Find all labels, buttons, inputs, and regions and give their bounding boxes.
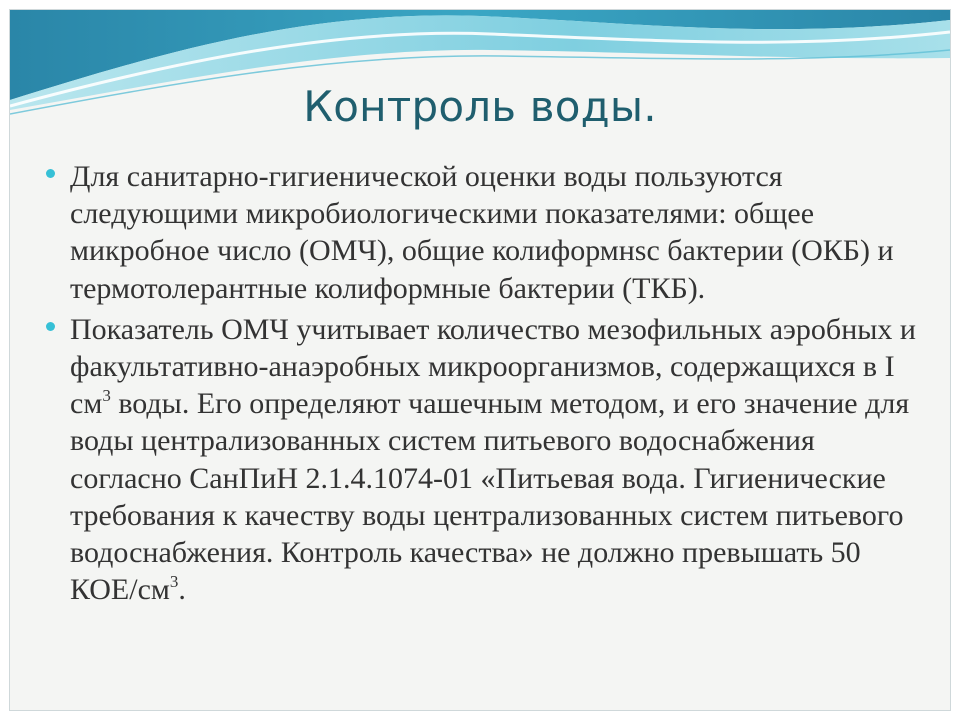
bullet-list <box>46 158 916 608</box>
superscript: 3 <box>102 386 111 406</box>
bullet-text-part: Показатель ОМЧ учитывает количество мезофильных аэробных и факультативно-анаэробных микроорганизмов, содержащихся в I см <box>70 312 916 421</box>
bullet-item-2 <box>46 311 916 609</box>
bullet-text-part: . <box>178 573 186 607</box>
bullet-text-part: воды. Его определяют чашечным методом, и его значение для воды централизованных систем питьевого водоснабжения согласно СанПиН 2.1.4.1074-01 «Питьевая вода. Гигиенические требования к качеству воды централизованных систем питьевого водоснабжения. Контроль качества» не должно превышать 50 КОЕ/см <box>70 387 910 607</box>
slide-title: Контроль воды. <box>303 82 657 131</box>
bullet-item-1 <box>46 158 916 307</box>
bullet-text: Для санитарно-гигиенической оценки воды пользуются следующими микробиологическими показателями: общее микробное число (ОМЧ), общие колиформнsс бактерии (ОКБ) и термотолерантные колиформные бактерии (ТКБ). <box>70 160 894 305</box>
superscript: 3 <box>169 572 179 592</box>
bullet-text <box>70 313 916 606</box>
slide-frame <box>9 9 951 711</box>
bullet-dot-icon <box>46 322 55 331</box>
bullet-dot-icon <box>46 169 55 178</box>
